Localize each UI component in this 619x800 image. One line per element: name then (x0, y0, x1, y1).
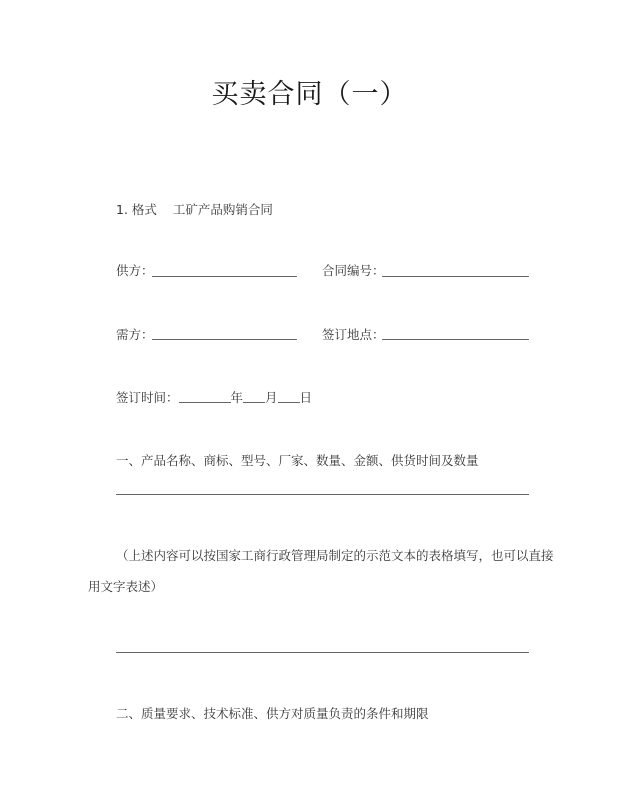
sign-place-field[interactable] (382, 339, 529, 340)
document-title: 买卖合同（一） (211, 79, 408, 110)
section-1-heading: 一、产品名称、商标、型号、厂家、数量、金额、供货时间及数量 (116, 453, 479, 468)
section-1-note-line2: 用文字表述） (88, 579, 164, 594)
year-field[interactable] (179, 390, 231, 403)
format-label: 1. 格式 (116, 202, 157, 217)
month-field[interactable] (243, 390, 265, 403)
section-1-fill-line-2[interactable] (116, 652, 529, 653)
day-unit: 日 (299, 390, 313, 405)
month-unit: 月 (265, 390, 278, 405)
contract-number-label: 合同编号： (322, 263, 385, 278)
section-1-note-line1: （上述内容可以按国家工商行政管理局制定的示范文本的表格填写，也可以直接 (116, 548, 554, 563)
day-field[interactable] (278, 390, 300, 403)
supplier-label: 供方： (116, 263, 154, 278)
sign-place-label: 签订地点： (322, 327, 385, 342)
format-line (116, 200, 273, 218)
sign-time-label: 签订时间： (116, 390, 179, 405)
section-1-fill-line[interactable] (116, 494, 529, 495)
buyer-field[interactable] (152, 339, 297, 340)
sign-time-row (116, 388, 312, 406)
year-unit: 年 (230, 390, 244, 405)
section-2-heading: 二、质量要求、技术标准、供方对质量负责的条件和期限 (116, 706, 429, 721)
format-value: 工矿产品购销合同 (172, 202, 273, 217)
supplier-field[interactable] (152, 276, 297, 277)
contract-number-field[interactable] (382, 276, 529, 277)
buyer-label: 需方： (116, 327, 154, 342)
